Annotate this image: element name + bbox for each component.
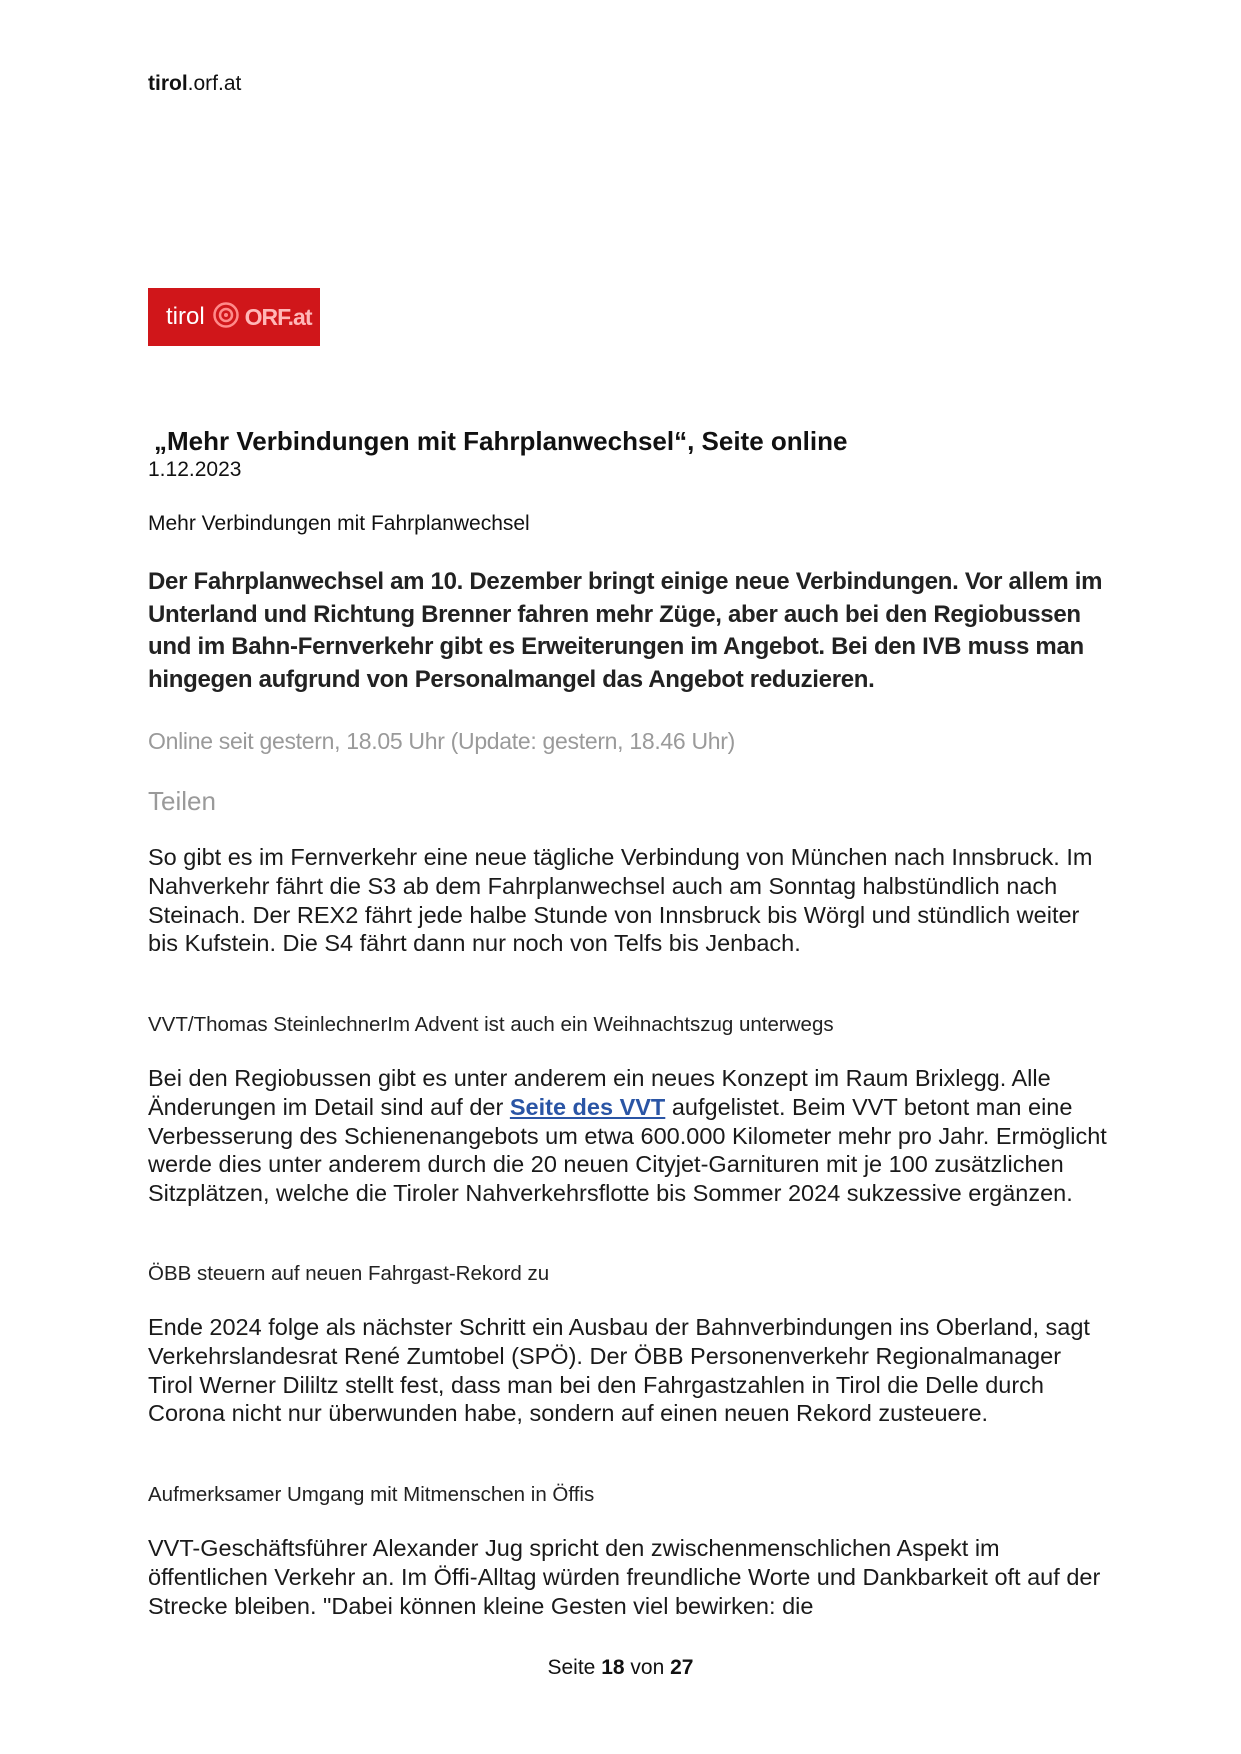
paragraph-3: Ende 2024 folge als nächster Schritt ein Ausbau der Bahnverbindungen ins Oberland, sagt Verkehrslandesrat René Zumtobel (SPÖ). Der ÖBB Personenverkehr Regionalmanager Tirol Werner Dililtz stellt fest, dass man bei den Fahrgastzahlen in Tirol die Delle durch Corona nicht nur überwunden habe, sondern auf einen neuen Rekord zusteuere. xyxy=(148,1314,1090,1427)
article-date: 1.12.2023 xyxy=(148,458,242,481)
online-timestamp: Online seit gestern, 18.05 Uhr (Update: gestern, 18.46 Uhr) xyxy=(148,728,736,754)
vvt-page-link[interactable]: Seite des VVT xyxy=(509,1093,666,1120)
article-title: „Mehr Verbindungen mit Fahrplanwechsel“, Seite online xyxy=(154,426,848,456)
share-button[interactable]: Teilen xyxy=(148,786,216,816)
section-heading-oeffis: Aufmerksamer Umgang mit Mitmenschen in Öffis xyxy=(148,1483,595,1506)
paragraph-2 xyxy=(148,1064,1108,1208)
footer-prefix: Seite xyxy=(547,1656,596,1679)
paragraph-2-text-a: Bei den Regiobussen gibt es unter anderem ein neues Konzept im Raum Brixlegg. Alle Änderungen im Detail sind auf der xyxy=(148,1065,1051,1120)
paragraph-2-text-b: aufgelistet. Beim VVT betont man eine Verbesserung des Schienenangebots um etwa 600.000 Kilometer mehr pro Jahr. Ermöglicht werde dies unter anderem durch die 20 neuen Cityjet-Garnituren mit je 100 zusätzlichen Sitzplätzen, welche die Tiroler Nahverkehrsflotte bis Sommer 2024 sukzessive ergänzen. xyxy=(148,1093,1107,1207)
footer-page-number: 18 xyxy=(601,1656,625,1679)
orf-tirol-logo xyxy=(148,288,320,346)
logo-orfat-text: ORF.at xyxy=(244,303,312,330)
section-heading-oebb: ÖBB steuern auf neuen Fahrgast-Rekord zu xyxy=(148,1262,550,1285)
footer-middle: von xyxy=(630,1656,665,1679)
site-header xyxy=(148,72,241,96)
image-caption: VVT/Thomas SteinlechnerIm Advent ist auch ein Weihnachtszug unterwegs xyxy=(148,1013,834,1036)
footer-page-total: 27 xyxy=(670,1656,694,1679)
paragraph-4: VVT-Geschäftsführer Alexander Jug spricht den zwischenmenschlichen Aspekt im öffentlichen Verkehr an. Im Öffi-Alltag würden freundliche Worte und Dankbarkeit oft auf der Strecke bleiben. "Dabei können kleine Gesten viel bewirken: die xyxy=(148,1535,1101,1619)
site-name-bold: tirol xyxy=(148,72,188,95)
article-subtitle: Mehr Verbindungen mit Fahrplanwechsel xyxy=(148,512,530,535)
logo-tirol-text: tirol xyxy=(166,303,205,330)
page-footer xyxy=(0,1656,1241,1680)
article-lead: Der Fahrplanwechsel am 10. Dezember bringt einige neue Verbindungen. Vor allem im Unterland und Richtung Brenner fahren mehr Züge, aber auch bei den Regiobussen und im Bahn-Fernverkehr gibt es Erweiterungen im Angebot. Bei den IVB muss man hingegen aufgrund von Personalmangel das Angebot reduzieren. xyxy=(148,568,1103,693)
site-name-rest: .orf.at xyxy=(187,72,242,95)
paragraph-1: So gibt es im Fernverkehr eine neue tägliche Verbindung von München nach Innsbruck. Im Nahverkehr fährt die S3 ab dem Fahrplanwechsel auch am Sonntag halbstündlich nach Steinach. Der REX2 fährt jede halbe Stunde von Innsbruck bis Wörgl und stündlich weiter bis Kufstein. Die S4 fährt dann nur noch von Telfs bis Jenbach. xyxy=(148,844,1093,957)
orf-eye-icon xyxy=(213,302,239,333)
